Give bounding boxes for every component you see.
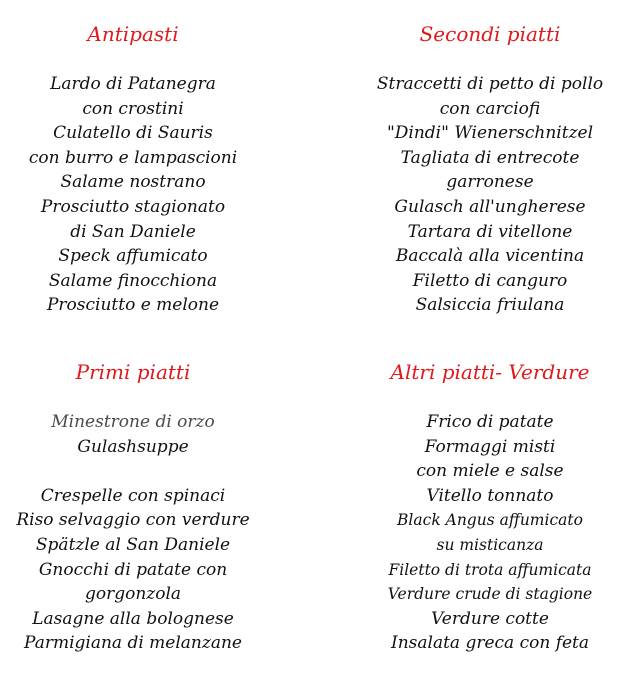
menu-item: gorgonzola	[84, 584, 182, 605]
menu-item: Insalata greca con feta	[390, 633, 590, 654]
menu-item: Salame nostrano	[60, 172, 206, 193]
menu-item: su misticanza	[436, 535, 544, 554]
menu-item: Riso selvaggio con verdure	[16, 510, 250, 531]
menu-item: Prosciutto e melone	[46, 295, 220, 316]
menu-item: Minestrone di orzo	[51, 412, 215, 432]
menu-item: Salame finocchiona	[48, 270, 218, 291]
menu-item: Crespelle con spinaci	[40, 485, 226, 506]
menu-item: Speck affumicato	[58, 246, 208, 267]
menu-item: con miele e salse	[416, 461, 564, 482]
menu-item: Frico di patate	[426, 412, 554, 432]
menu-item: Parmigiana di melanzane	[24, 633, 242, 654]
menu-item: Tagliata di entrecote	[400, 147, 580, 168]
menu-item: Filetto di trota affumicata	[388, 560, 592, 579]
section-antipasti	[0, 22, 283, 318]
menu-item: di San Daniele	[70, 221, 196, 242]
menu-item: Salsiccia friulana	[415, 295, 565, 316]
menu-item: Culatello di Sauris	[53, 123, 213, 144]
section-title-altri-piatti-verdure: Altri piatti- Verdure	[390, 360, 590, 384]
menu-item: Straccetti di petto di pollo	[376, 74, 604, 94]
section-title-primi-piatti: Primi piatti	[75, 360, 191, 384]
menu-item: con crostini	[82, 98, 184, 119]
menu-item: Vitello tonnato	[426, 485, 554, 506]
menu-item: Gulashsuppe	[77, 436, 189, 457]
item-list-altri-piatti-verdure	[340, 410, 624, 656]
menu-item: Lardo di Patanegra	[50, 74, 216, 94]
menu-spacer	[0, 459, 283, 484]
item-list-secondi-piatti	[340, 72, 624, 318]
menu-item: Black Angus affumicato	[397, 511, 583, 530]
item-list-primi-piatti	[0, 410, 283, 656]
menu-item: Tartara di vitellone	[407, 221, 573, 242]
item-list-antipasti	[0, 72, 283, 318]
menu-item: Gnocchi di patate con	[38, 559, 228, 580]
menu-item: Verdure crude di stagione	[387, 585, 593, 604]
menu-item: Lasagne alla bolognese	[32, 608, 234, 629]
section-primi-piatti	[0, 360, 283, 656]
menu-item: Formaggi misti	[424, 436, 556, 457]
menu-item: garronese	[446, 172, 534, 193]
menu-item: con burro e lampascioni	[28, 147, 238, 168]
menu-item: con carciofi	[439, 98, 541, 119]
section-title-secondi-piatti: Secondi piatti	[419, 22, 561, 46]
menu-item: Baccalà alla vicentina	[395, 246, 585, 267]
menu-item: Filetto di canguro	[412, 270, 568, 291]
menu-item: Verdure cotte	[431, 608, 549, 629]
menu-item: Gulasch all'ungherese	[394, 196, 586, 217]
section-altri-piatti-verdure	[340, 360, 624, 656]
menu-item: Prosciutto stagionato	[40, 196, 226, 217]
menu-item: "Dindi" Wienerschnitzel	[386, 123, 594, 144]
menu-item: Spätzle al San Daniele	[35, 534, 231, 555]
section-secondi-piatti	[340, 22, 624, 318]
section-title-antipasti: Antipasti	[87, 22, 179, 46]
